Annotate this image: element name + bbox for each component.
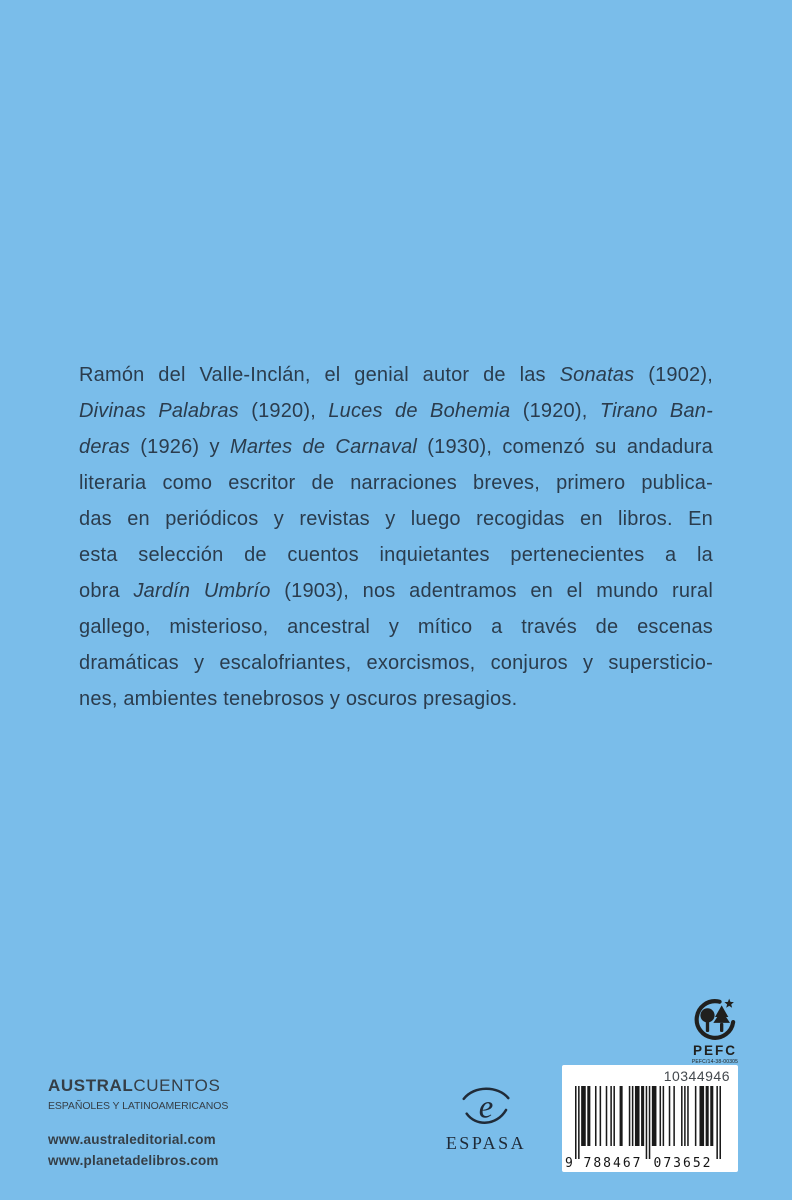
copy-line: esta selección de cuentos inquietantes pertenecientes a la <box>79 544 713 566</box>
barcode-bars <box>575 1086 721 1159</box>
brand-cuentos: CUENTOS <box>133 1076 221 1095</box>
espasa-logo <box>436 1084 536 1154</box>
espasa-mark-icon <box>459 1084 513 1130</box>
copy-line: obra Jardín Umbrío (1903), nos adentramos en el mundo rural <box>79 580 713 602</box>
pefc-label: PEFC <box>692 1043 737 1058</box>
barcode-panel <box>562 1065 738 1172</box>
isbn-digit-first: 9 <box>565 1156 573 1171</box>
copy-line: nes, ambientes tenebrosos y oscuros presagios. <box>79 688 518 710</box>
imprint-block <box>48 1076 228 1171</box>
svg-text:e: e <box>478 1089 494 1126</box>
barcode-top-number: 10344946 <box>663 1068 730 1084</box>
copy-line: Divinas Palabras (1920), Luces de Bohemia (1920), Tirano Ban- <box>79 400 713 422</box>
copy-line: das en periódicos y revistas y luego recogidas en libros. En <box>79 508 713 530</box>
back-cover-text <box>79 357 713 717</box>
url-austral-editorial: www.australeditorial.com <box>48 1132 216 1147</box>
pefc-cert-number: PEFC/14-38-00305 <box>691 1059 739 1065</box>
pefc-certification <box>682 997 748 1065</box>
isbn-group-right: 073652 <box>653 1156 713 1171</box>
pefc-logo-icon <box>690 997 740 1042</box>
copy-line: Ramón del Valle-Inclán, el genial autor de las Sonatas (1902), <box>79 364 713 386</box>
isbn-digits <box>562 1156 738 1171</box>
isbn-group-left: 788467 <box>583 1156 643 1171</box>
copy-line: deras (1926) y Martes de Carnaval (1930), comenzó su andadura <box>79 436 713 458</box>
imprint-brand <box>48 1076 228 1096</box>
brand-austral: AUSTRAL <box>48 1076 134 1095</box>
brand-subtitle: ESPAÑOLES Y LATINOAMERICANOS <box>48 1100 229 1112</box>
url-planeta-de-libros: www.planetadelibros.com <box>48 1153 219 1168</box>
copy-line: gallego, misterioso, ancestral y mítico a través de escenas <box>79 616 713 638</box>
espasa-wordmark: ESPASA <box>445 1133 527 1153</box>
copy-line: literaria como escritor de narraciones breves, primero publica- <box>79 472 713 494</box>
imprint-urls <box>48 1129 228 1171</box>
copy-line: dramáticas y escalofriantes, exorcismos, conjuros y supersticio- <box>79 652 713 674</box>
